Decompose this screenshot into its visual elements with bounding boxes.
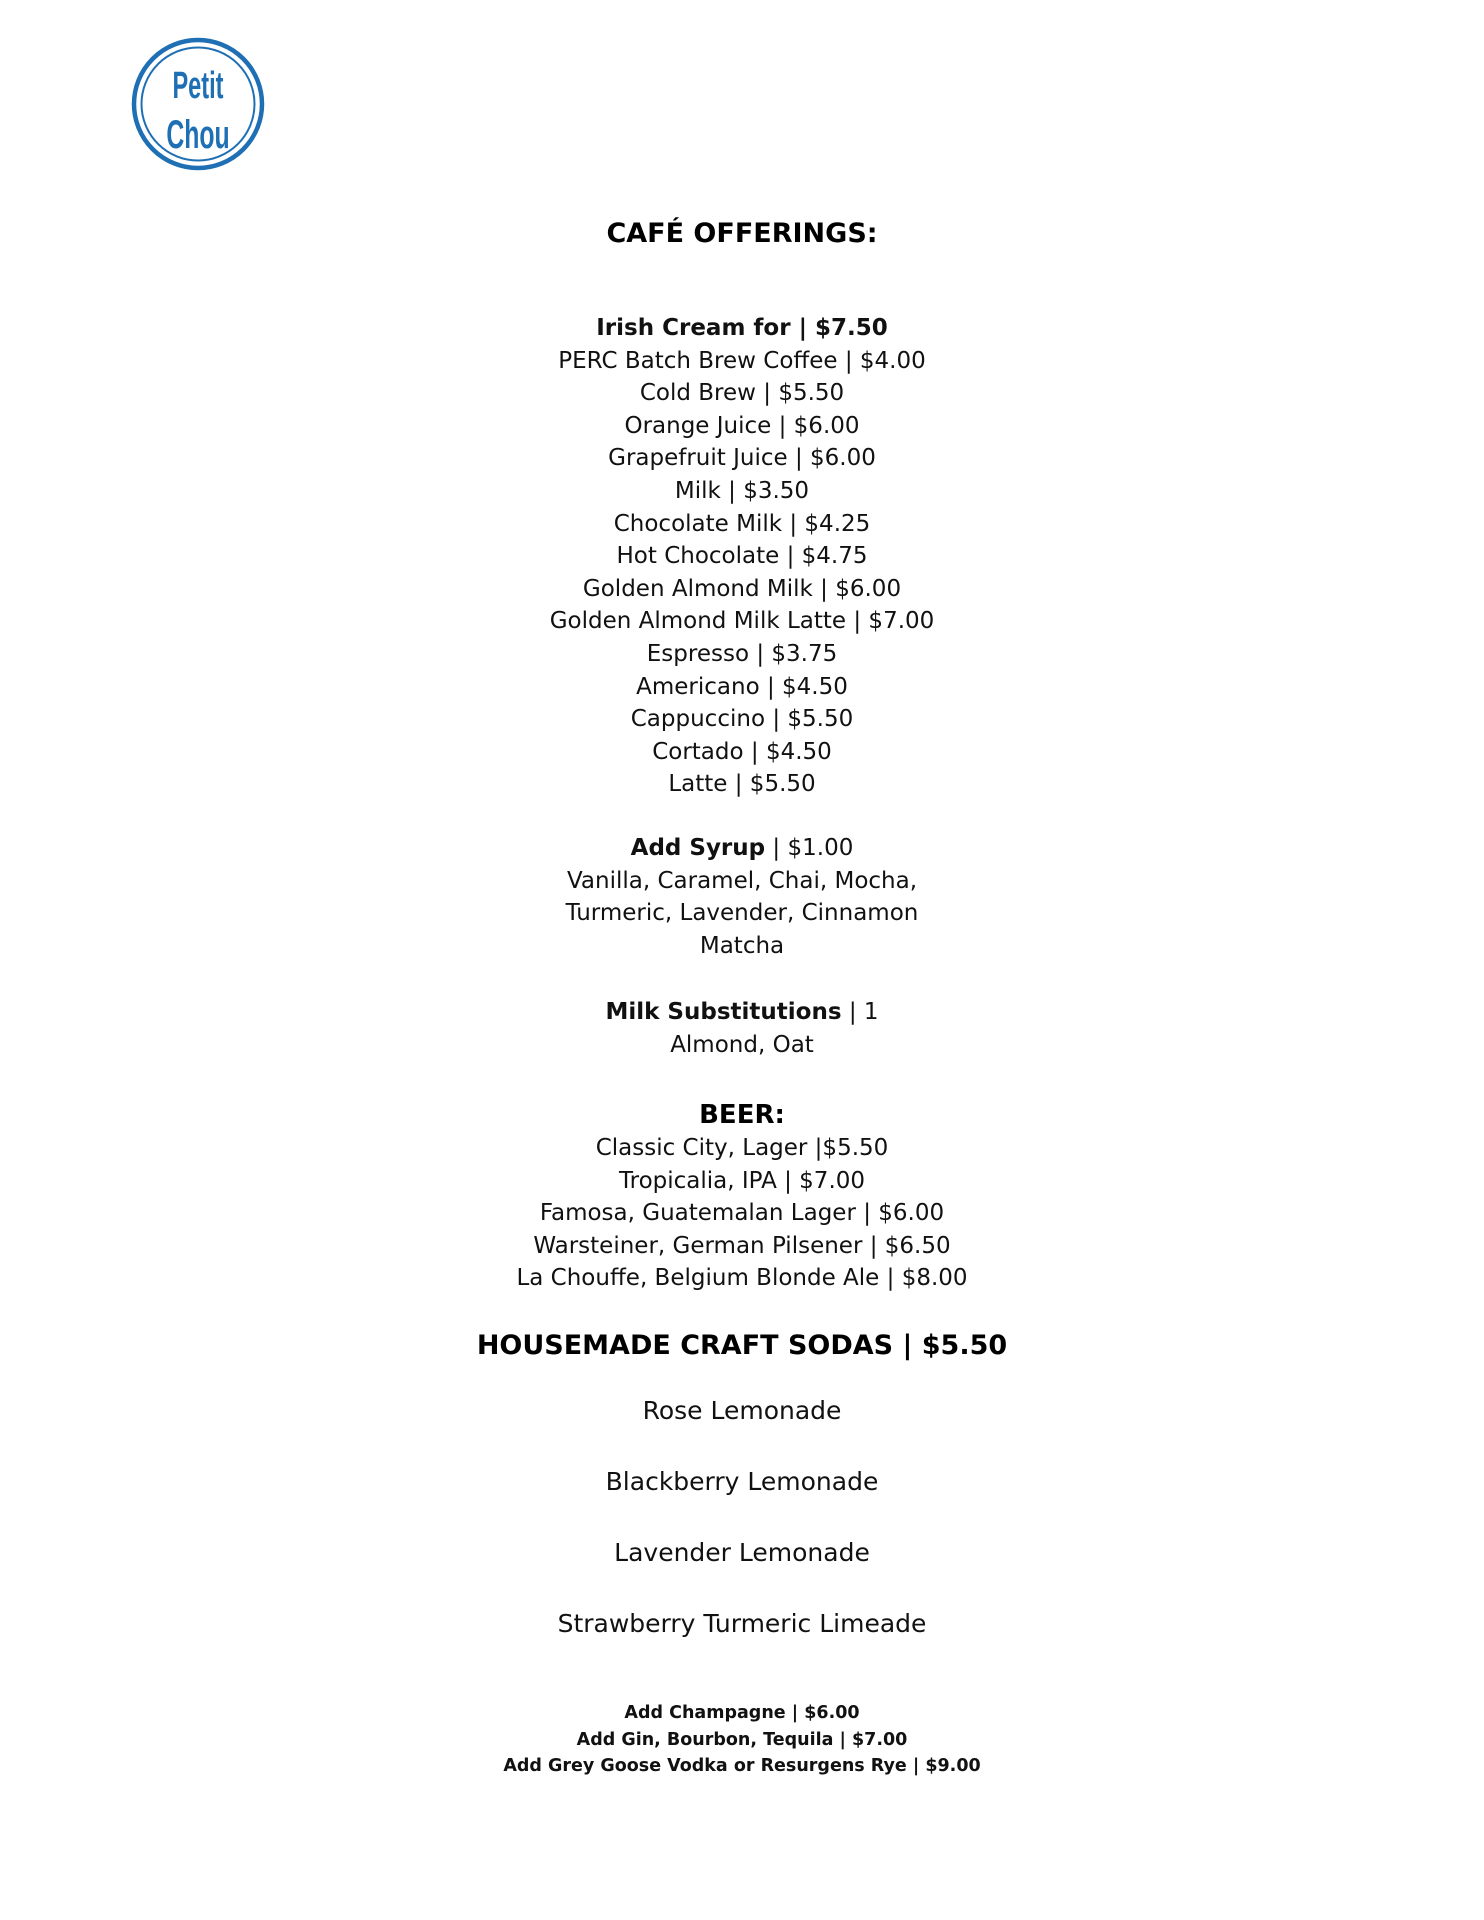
menu-item: Cappuccino | $5.50 <box>630 706 854 733</box>
petit-chou-logo <box>130 34 266 174</box>
syrup-options-line: Turmeric, Lavender, Cinnamon <box>565 900 919 927</box>
menu-item: Cold Brew | $5.50 <box>639 380 845 407</box>
menu-item: Americano | $4.50 <box>636 673 848 700</box>
menu-item: Lavender Lemonade <box>614 1538 870 1567</box>
craft-sodas-list <box>0 1394 1484 1678</box>
logo-text-line2: Chou <box>166 113 230 158</box>
menu-item: PERC Batch Brew Coffee | $4.00 <box>558 347 926 374</box>
add-syrup-label: Add Syrup <box>630 835 766 861</box>
syrup-options-line: Matcha <box>699 932 785 959</box>
menu-item: Warsteiner, German Pilsener | $6.50 <box>533 1232 951 1259</box>
menu-item: Cortado | $4.50 <box>652 738 832 765</box>
addon-item: Add Grey Goose Vodka or Resurgens Rye | $9.00 <box>503 1756 981 1776</box>
menu-item: Blackberry Lemonade <box>605 1467 879 1496</box>
spirit-addons-list <box>0 1700 1484 1780</box>
milk-substitutions-options: Almond, Oat <box>670 1031 814 1058</box>
menu-item: Irish Cream for | $7.50 <box>596 315 888 341</box>
menu-item: Espresso | $3.75 <box>646 640 838 667</box>
add-syrup-price: | $1.00 <box>765 835 854 861</box>
add-syrup-header <box>0 832 1484 865</box>
menu-item: Strawberry Turmeric Limeade <box>557 1609 927 1638</box>
menu-item: Classic City, Lager |$5.50 <box>595 1135 889 1161</box>
menu-item: Latte | $5.50 <box>668 771 816 798</box>
addon-item: Add Champagne | $6.00 <box>624 1703 860 1723</box>
beer-item-list <box>0 1132 1484 1295</box>
milk-substitutions-section <box>0 996 1484 1061</box>
milk-substitutions-label: Milk Substitutions <box>605 999 842 1025</box>
craft-sodas-heading: HOUSEMADE CRAFT SODAS | $5.50 <box>476 1330 1008 1361</box>
addon-item: Add Gin, Bourbon, Tequila | $7.00 <box>576 1729 908 1750</box>
cafe-item-list <box>0 312 1484 801</box>
syrup-options-line: Vanilla, Caramel, Chai, Mocha, <box>566 867 918 894</box>
menu-item: Grapefruit Juice | $6.00 <box>608 445 876 472</box>
menu-item: Hot Chocolate | $4.75 <box>616 543 868 570</box>
menu-item: Milk | $3.50 <box>674 477 810 504</box>
beer-heading: BEER: <box>699 1100 785 1130</box>
logo-text-line1: Petit <box>172 63 224 107</box>
milk-substitutions-price: | 1 <box>841 999 879 1025</box>
logo-seal <box>130 34 266 174</box>
menu-item: Chocolate Milk | $4.25 <box>613 510 871 537</box>
menu-item: Famosa, Guatemalan Lager | $6.00 <box>539 1200 945 1227</box>
cafe-offerings-heading: CAFÉ OFFERINGS: <box>606 218 878 249</box>
milk-substitutions-header <box>0 996 1484 1029</box>
menu-item: Golden Almond Milk | $6.00 <box>582 575 902 602</box>
menu-item: La Chouffe, Belgium Blonde Ale | $8.00 <box>516 1265 968 1292</box>
menu-item: Rose Lemonade <box>642 1396 842 1425</box>
menu-item: Tropicalia, IPA | $7.00 <box>618 1167 866 1194</box>
add-syrup-section <box>0 832 1484 962</box>
menu-item: Orange Juice | $6.00 <box>624 412 860 439</box>
menu-item: Golden Almond Milk Latte | $7.00 <box>549 608 935 635</box>
